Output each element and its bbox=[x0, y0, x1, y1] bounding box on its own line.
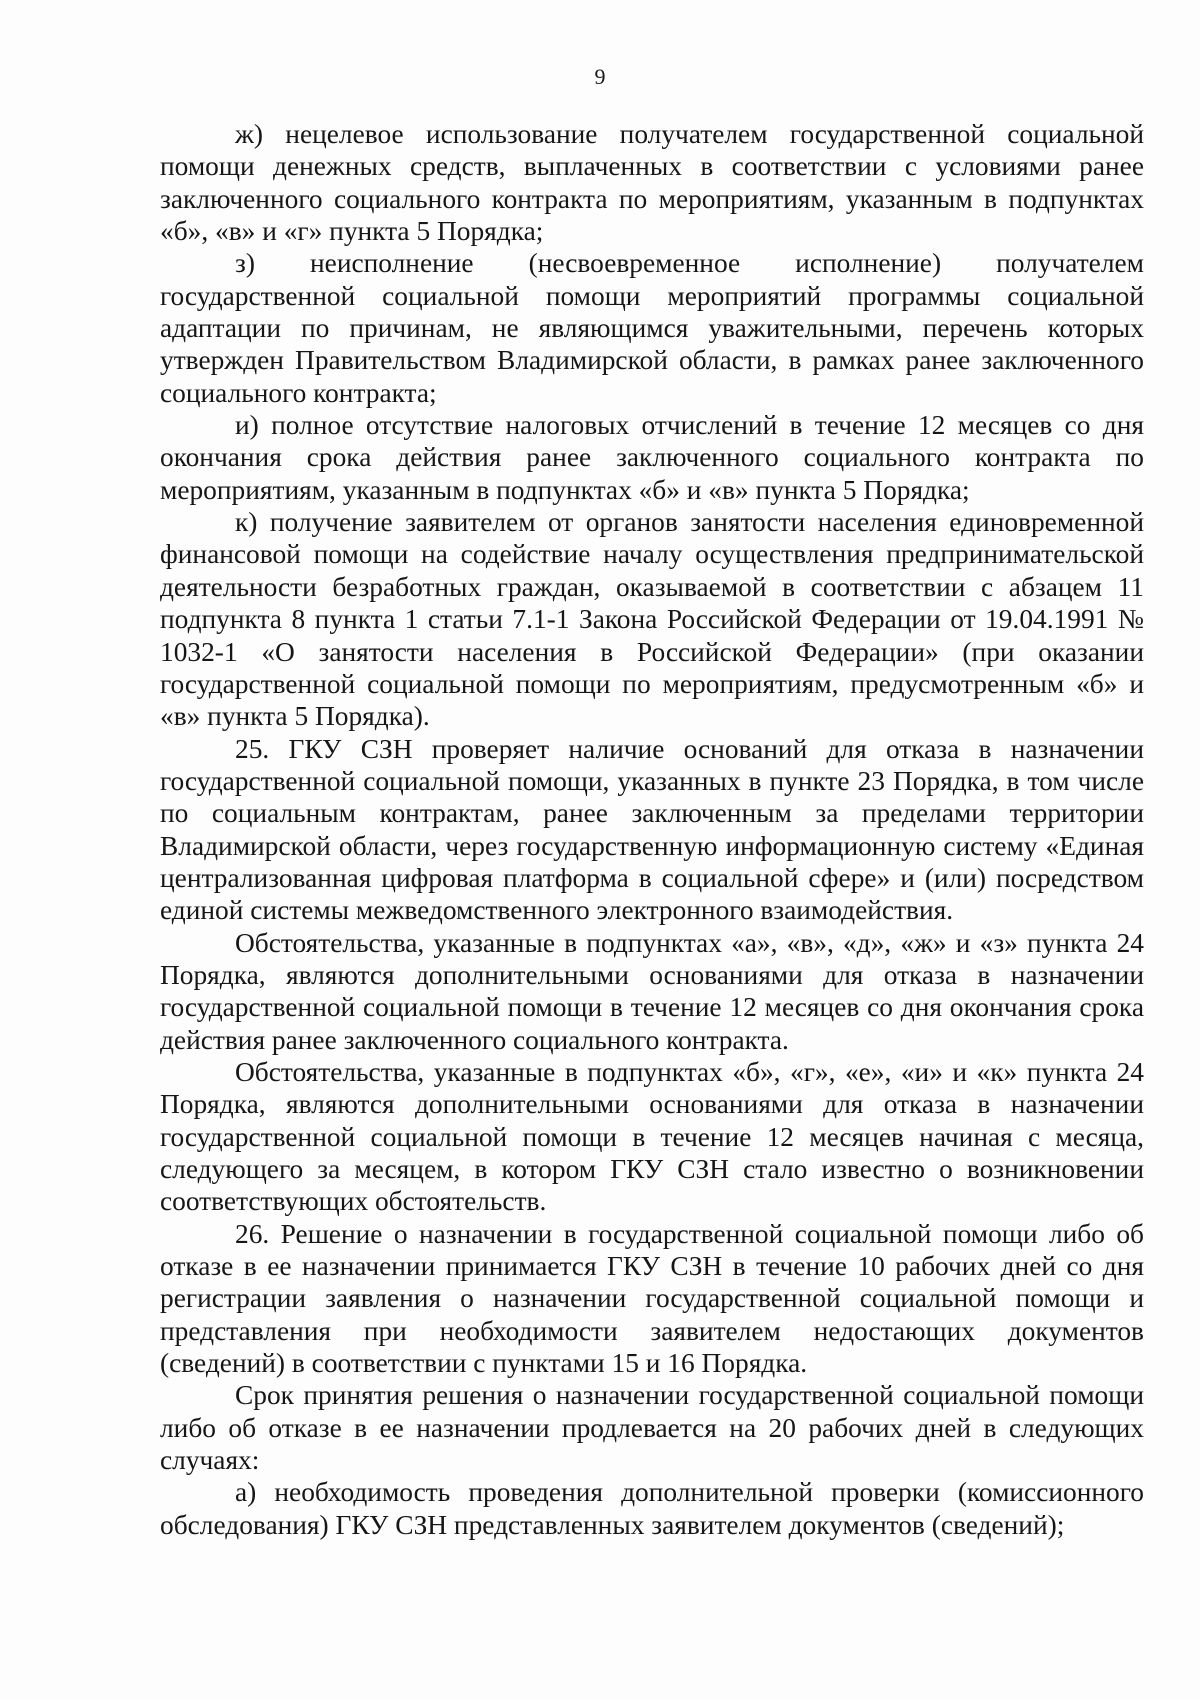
paragraph-circumstances-2: Обстоятельства, указанные в подпунктах «б», «г», «е», «и» и «к» пункта 24 Порядка, являются дополнительными основаниями для отказа в назначении государственной социальной помощи в течение 12 месяцев начиная с месяца, следующего за месяцем, в котором ГКУ СЗН стало известно о возникновении соответствующих обстоятельств. bbox=[160, 1056, 1144, 1217]
paragraph-26: 26. Решение о назначении в государственной социальной помощи либо об отказе в ее назначении принимается ГКУ СЗН в течение 10 рабочих дней со дня регистрации заявления о назначении государственной социальной помощи и представления при необходимости заявителем недостающих документов (сведений) в соответствии с пунктами 15 и 16 Порядка. bbox=[160, 1218, 1144, 1379]
paragraph-decision-term: Срок принятия решения о назначении государственной социальной помощи либо об отказе в ее назначении продлевается на 20 рабочих дней в следующих случаях: bbox=[160, 1380, 1144, 1476]
paragraph-z: з) неисполнение (несвоевременное исполнение) получателем государственной социальной помощи мероприятий программы социальной адаптации по причинам, не являющимся уважительными, перечень которых утвержден Правительством Владимирской области, в рамках ранее заключенного социального контракта; bbox=[160, 248, 1144, 408]
page-number: 9 bbox=[594, 64, 606, 89]
paragraph-circumstances-1: Обстоятельства, указанные в подпунктах «а», «в», «д», «ж» и «з» пункта 24 Порядка, являются дополнительными основаниями для отказа в назначении государственной социальной помощи в течение 12 месяцев со дня окончания срока действия ранее заключенного социального контракта. bbox=[160, 927, 1144, 1055]
paragraph-i: и) полное отсутствие налоговых отчислений в течение 12 месяцев со дня окончания срока действия ранее заключенного социального контракта по мероприятиям, указанным в подпунктах «б» и «в» пункта 5 Порядка; bbox=[160, 410, 1144, 505]
document-body bbox=[160, 118, 1144, 1541]
paragraph-a: а) необходимость проведения дополнительной проверки (комиссионного обследования) ГКУ СЗН представленных заявителем документов (сведений); bbox=[160, 1477, 1144, 1540]
paragraph-zh: ж) нецелевое использование получателем государственной социальной помощи денежных средств, выплаченных в соответствии с условиями ранее заключенного социального контракта по мероприятиям, указанным в подпунктах «б», «в» и «г» пункта 5 Порядка; bbox=[160, 119, 1144, 247]
paragraph-k: к) получение заявителем от органов занятости населения единовременной финансовой помощи на содействие началу осуществления предпринимательской деятельности безработных граждан, оказываемой в соответствии с абзацем 11 подпункта 8 пункта 1 статьи 7.1-1 Закона Российской Федерации от 19.04.1991 № 1032-1 «О занятости населения в Российской Федерации» (при оказании государственной социальной помощи по мероприятиям, предусмотренным «б» и «в» пункта 5 Порядка). bbox=[160, 507, 1144, 732]
paragraph-25: 25. ГКУ СЗН проверяет наличие оснований для отказа в назначении государственной социальной помощи, указанных в пункте 23 Порядка, в том числе по социальным контрактам, ранее заключенным за пределами территории Владимирской области, через государственную информационную систему «Единая централизованная цифровая платформа в социальной сфере» и (или) посредством единой системы межведомственного электронного взаимодействия. bbox=[160, 733, 1144, 926]
